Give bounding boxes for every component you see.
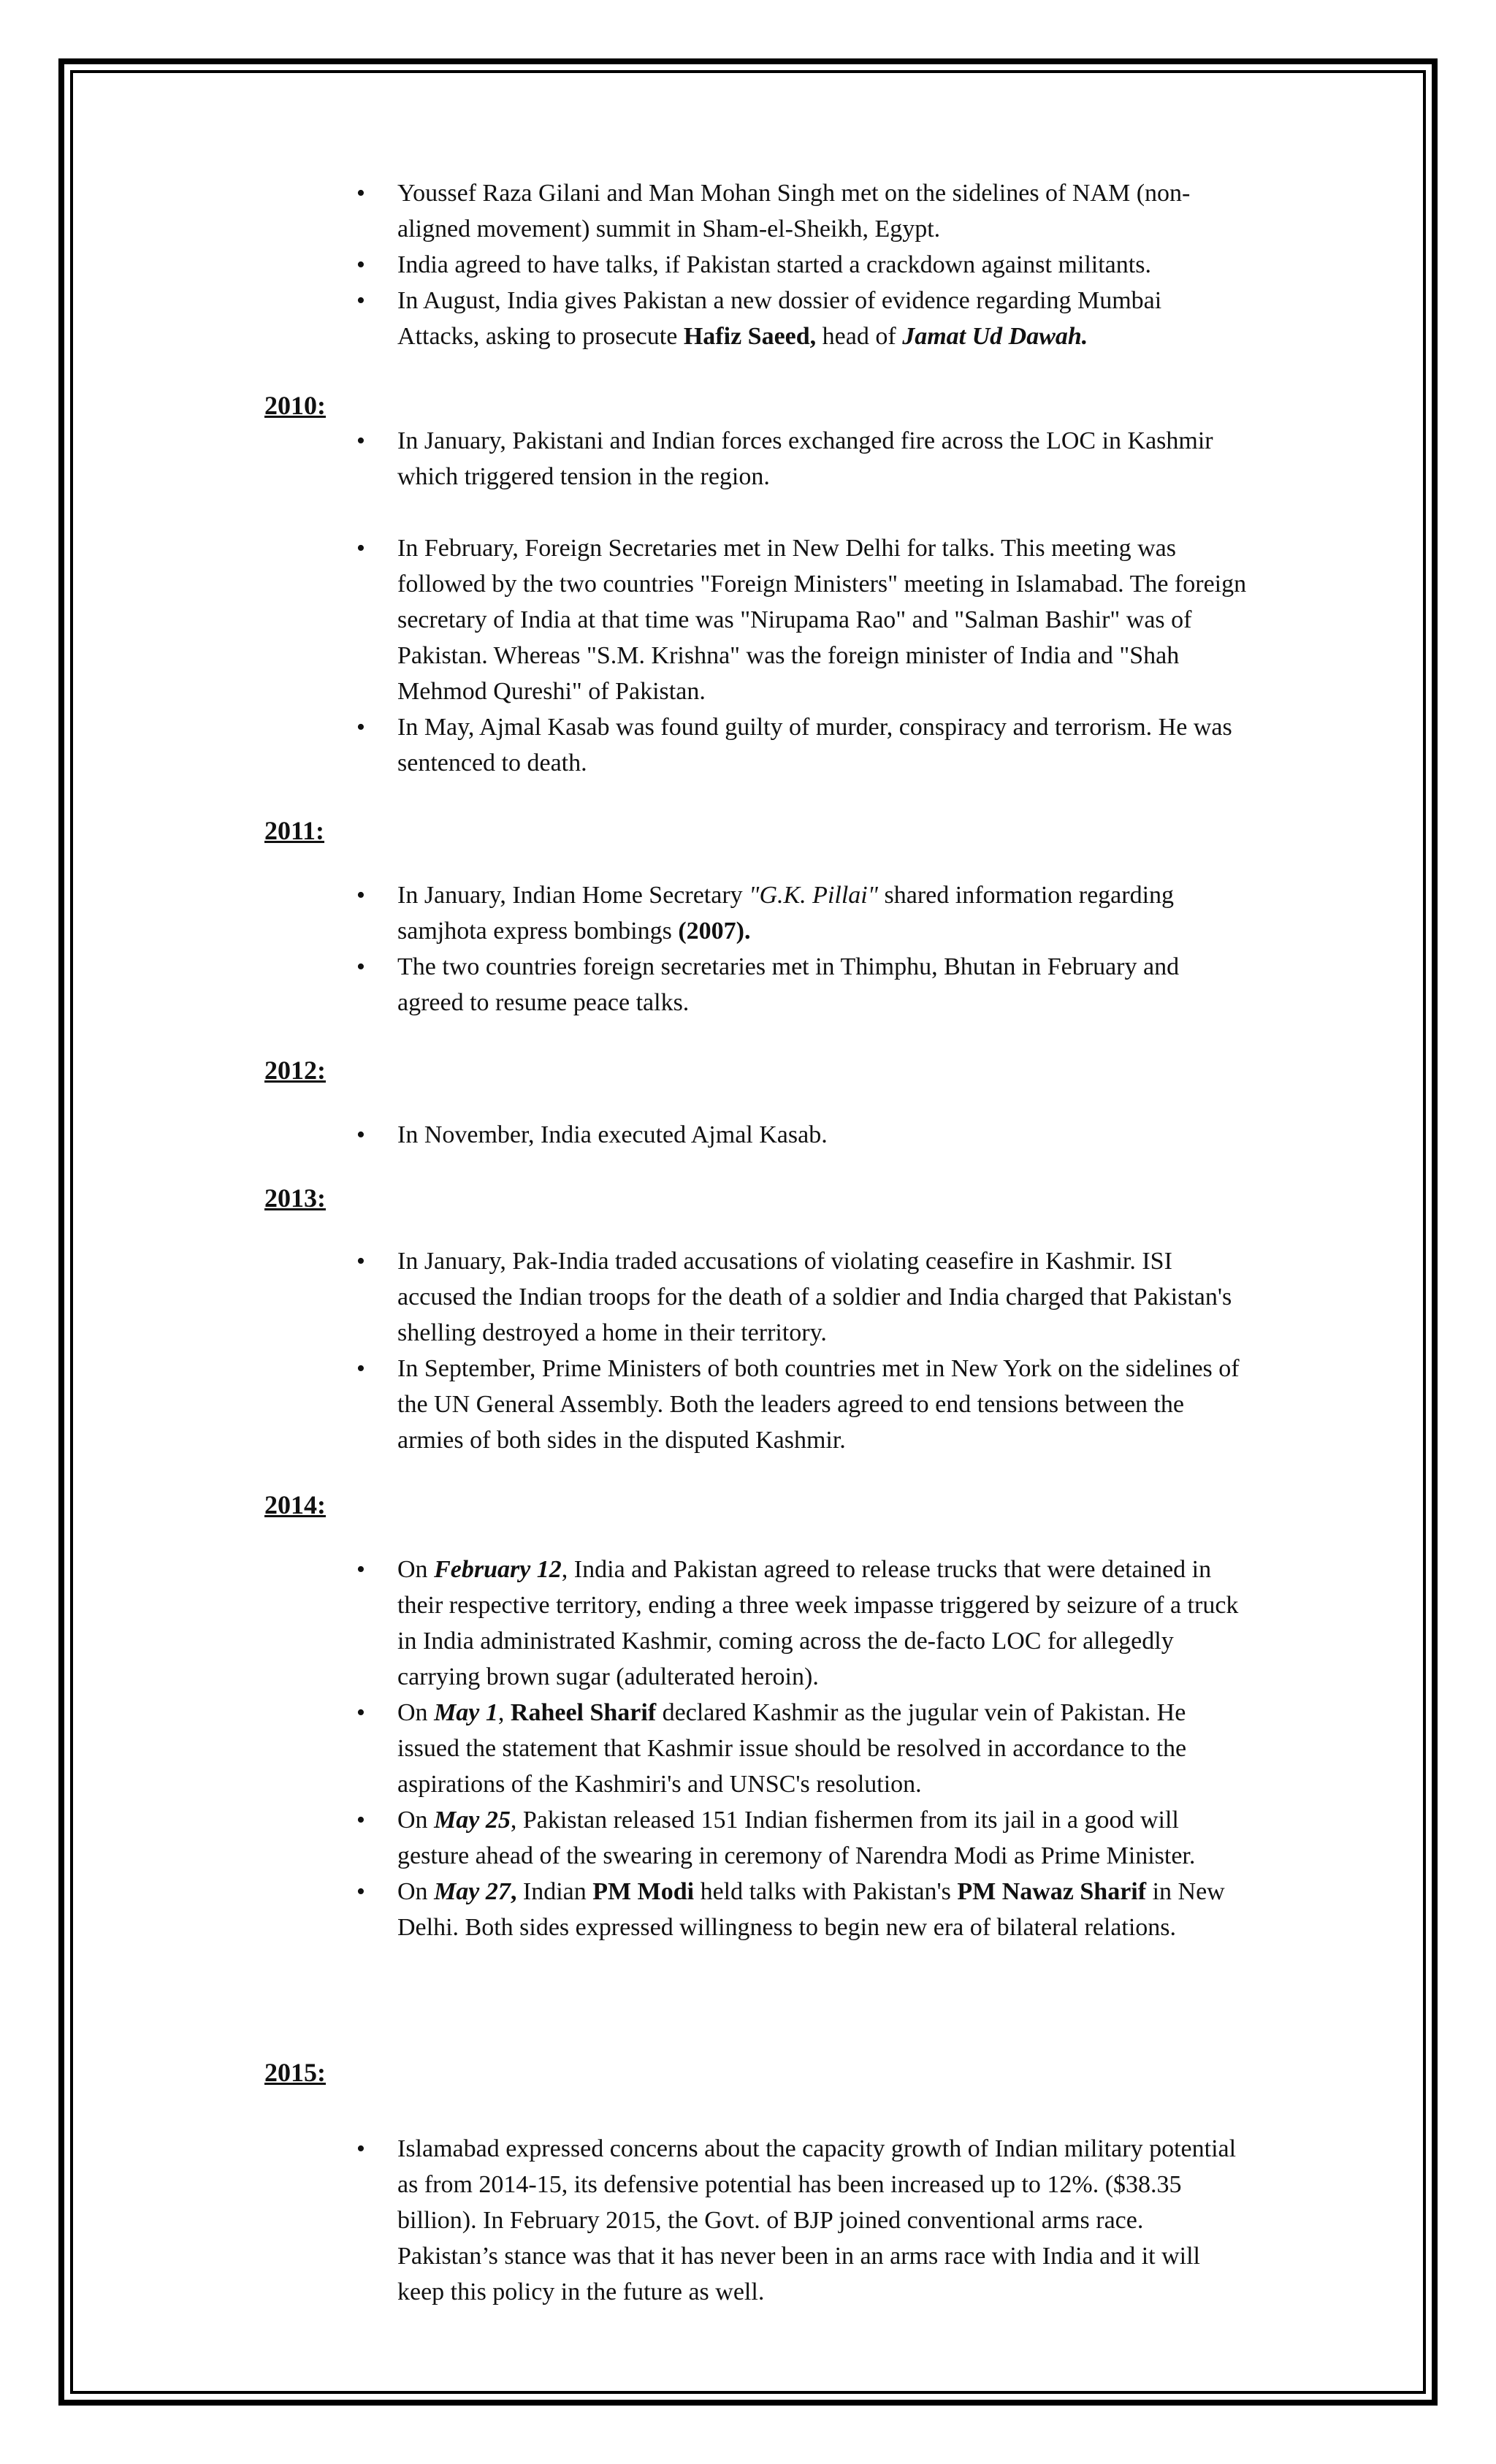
year-heading-2010: 2010: bbox=[264, 391, 326, 420]
year-heading-2015: 2015: bbox=[264, 2058, 326, 2087]
list-item: • In September, Prime Ministers of both countries met in New York on the sidelines of the UN General Assembly. Both the leaders agreed to end tensions between the armies of both sides in the disputed Kashmir. bbox=[264, 1351, 1324, 1458]
list-item: • India agreed to have talks, if Pakistan started a crackdown against militants. bbox=[264, 247, 1324, 283]
list-item: • Youssef Raza Gilani and Man Mohan Singh met on the sidelines of NAM (non- aligned movement) summit in Sham-el-Sheikh, Egypt. bbox=[264, 175, 1324, 247]
list-item: • In August, India gives Pakistan a new dossier of evidence regarding Mumbai Attacks, asking to prosecute Hafiz Saeed, head of Jamat Ud Dawah. bbox=[264, 283, 1324, 354]
bullet-icon: • bbox=[356, 2135, 365, 2162]
year-heading-2014: 2014: bbox=[264, 1490, 326, 1519]
year-heading-2012: 2012: bbox=[264, 1056, 326, 1085]
bullet-icon: • bbox=[356, 1355, 365, 1382]
bullet-icon: • bbox=[356, 535, 365, 562]
bullet-list-2011 bbox=[264, 877, 1324, 1021]
year-heading-2011: 2011: bbox=[264, 816, 325, 845]
year-heading-2013: 2013: bbox=[264, 1183, 326, 1213]
list-item: • On February 12, India and Pakistan agreed to release trucks that were detained in their respective territory, ending a three week impasse triggered by seizure of a truck in India administrated Kashmir, coming across the de-facto LOC for allegedly carrying brown sugar (adulterated heroin). bbox=[264, 1552, 1324, 1695]
list-item: • In May, Ajmal Kasab was found guilty of murder, conspiracy and terrorism. He was sentenced to death. bbox=[264, 709, 1324, 781]
bullet-icon: • bbox=[356, 1556, 365, 1583]
list-item: • In January, Indian Home Secretary "G.K. Pillai" shared information regarding samjhota express bombings (2007). bbox=[264, 877, 1324, 949]
bullet-icon: • bbox=[356, 427, 365, 454]
bullet-icon: • bbox=[356, 1878, 365, 1905]
list-item: • In January, Pak-India traded accusations of violating ceasefire in Kashmir. ISI accused the Indian troops for the death of a soldier and India charged that Pakistan's shelling destroyed a home in their territory. bbox=[264, 1243, 1324, 1351]
bullet-icon: • bbox=[356, 714, 365, 741]
list-item: • On May 25, Pakistan released 151 Indian fishermen from its jail in a good will gesture ahead of the swearing in ceremony of Narendra Modi as Prime Minister. bbox=[264, 1802, 1324, 1874]
bullet-icon: • bbox=[356, 953, 365, 980]
list-item: • Islamabad expressed concerns about the capacity growth of Indian military potential as from 2014-15, its defensive potential has been increased up to 12%. ($38.35 billion). In February 2015, the Govt. of BJP joined conventional arms race. Pakistan’s stance was that it has never been in an arms race with India and it will keep this policy in the future as well. bbox=[264, 2131, 1324, 2310]
bullet-list-2010 bbox=[264, 423, 1324, 781]
bullet-list-2014 bbox=[264, 1552, 1324, 1945]
bullet-list-intro bbox=[264, 175, 1324, 354]
list-item: • On May 1, Raheel Sharif declared Kashmir as the jugular vein of Pakistan. He issued the statement that Kashmir issue should be resolved in accordance to the aspirations of the Kashmiri's and UNSC's resolution. bbox=[264, 1695, 1324, 1802]
bullet-icon: • bbox=[356, 180, 365, 207]
list-item: • In February, Foreign Secretaries met in New Delhi for talks. This meeting was followed by the two countries "Foreign Ministers" meeting in Islamabad. The foreign secretary of India at that time was "Nirupama Rao" and "Salman Bashir" was of Pakistan. Whereas "S.M. Krishna" was the foreign minister of India and "Shah Mehmod Qureshi" of Pakistan. bbox=[264, 530, 1324, 709]
bullet-list-2013 bbox=[264, 1243, 1324, 1458]
bullet-list-2015 bbox=[264, 2131, 1324, 2310]
list-item: • In November, India executed Ajmal Kasab. bbox=[264, 1117, 1324, 1153]
bullet-icon: • bbox=[356, 1807, 365, 1834]
bullet-icon: • bbox=[356, 251, 365, 278]
list-item: • In January, Pakistani and Indian forces exchanged fire across the LOC in Kashmir which triggered tension in the region. bbox=[264, 423, 1324, 495]
list-item: • The two countries foreign secretaries met in Thimphu, Bhutan in February and agreed to resume peace talks. bbox=[264, 949, 1324, 1021]
bullet-icon: • bbox=[356, 882, 365, 909]
bullet-list-2012 bbox=[264, 1117, 1324, 1153]
bullet-icon: • bbox=[356, 287, 365, 314]
bullet-icon: • bbox=[356, 1121, 365, 1148]
list-item: • On May 27, Indian PM Modi held talks with Pakistan's PM Nawaz Sharif in New Delhi. Both sides expressed willingness to begin new era of bilateral relations. bbox=[264, 1874, 1324, 1945]
bullet-icon: • bbox=[356, 1699, 365, 1726]
document-body bbox=[264, 175, 1324, 2310]
bullet-icon: • bbox=[356, 1248, 365, 1275]
